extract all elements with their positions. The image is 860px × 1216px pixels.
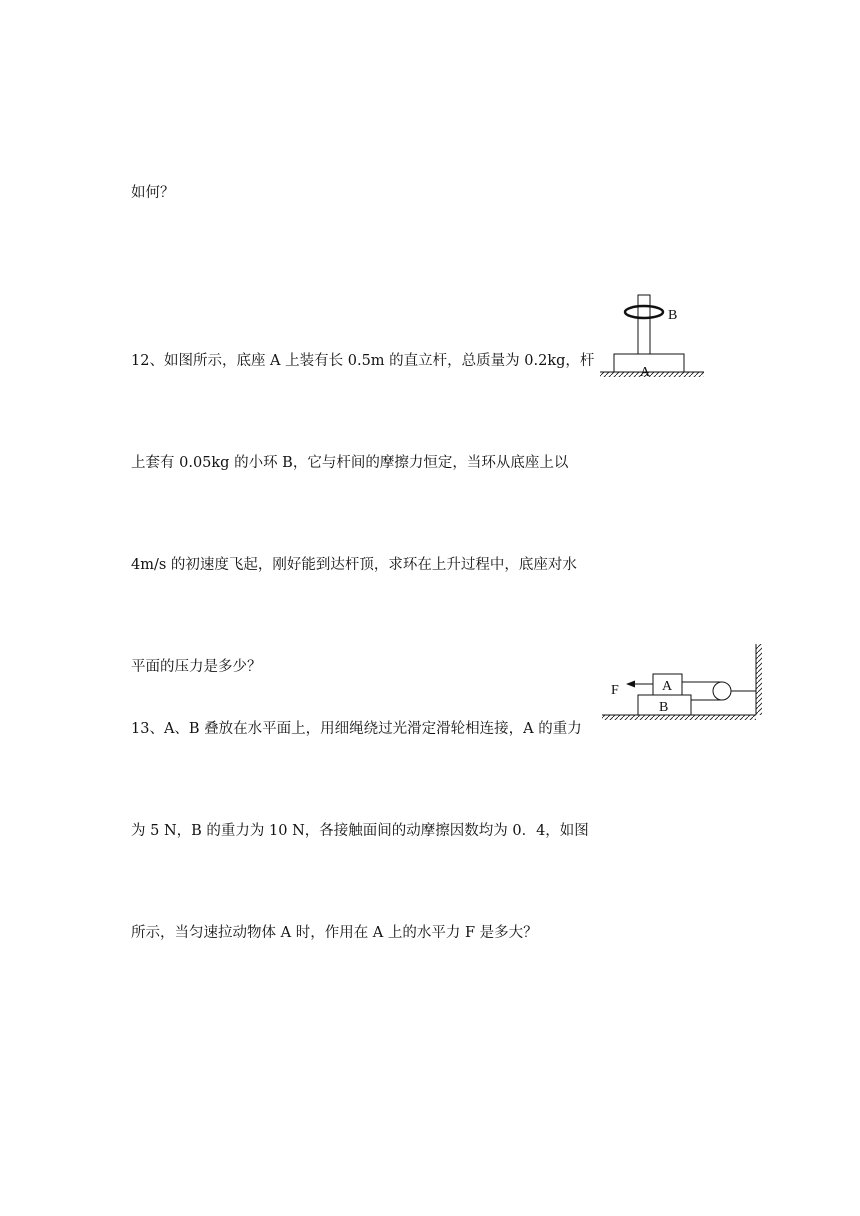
q13-ground-hatch xyxy=(602,715,756,720)
q12-line-2: 上套有 0.05kg 的小环 B，它与杆间的摩擦力恒定，当环从底座上以 xyxy=(131,455,569,471)
q13-pulley xyxy=(713,682,731,700)
continuation-text xyxy=(131,108,175,244)
q13-line-3: 所示，当匀速拉动物体 A 时，作用在 A 上的水平力 F 是多大？ xyxy=(131,925,538,941)
q13-force-arrowhead xyxy=(626,681,635,688)
q12-ground-hatch xyxy=(600,372,704,377)
q13-figure xyxy=(598,642,770,722)
q13-line-2: 为 5 N，B 的重力为 10 N，各接触面间的动摩擦因数均为 0．4，如图 xyxy=(131,823,589,839)
q12-line-1: 12、如图所示，底座 A 上装有长 0.5m 的直立杆，总质量为 0.2kg，杆 xyxy=(131,353,595,369)
q13-wall-hatch xyxy=(756,644,762,715)
q13-line-1: 13、A、B 叠放在水平面上，用细绳绕过光滑定滑轮相连接，A 的重力 xyxy=(131,721,582,737)
q13-label-block-b: B xyxy=(659,700,669,715)
question-13 xyxy=(131,644,589,984)
q13-label-force: F xyxy=(611,683,619,698)
continuation-line: 如何？ xyxy=(131,185,175,201)
q12-label-base: A xyxy=(640,365,651,380)
q12-label-ring: B xyxy=(668,308,678,323)
q12-line-4: 平面的压力是多少？ xyxy=(131,659,262,675)
q12-figure xyxy=(596,290,708,382)
q12-rod xyxy=(638,295,650,354)
q12-line-3: 4m/s 的初速度飞起，刚好能到达杆顶，求环在上升过程中，底座对水 xyxy=(131,557,577,573)
q13-label-block-a: A xyxy=(662,679,673,694)
